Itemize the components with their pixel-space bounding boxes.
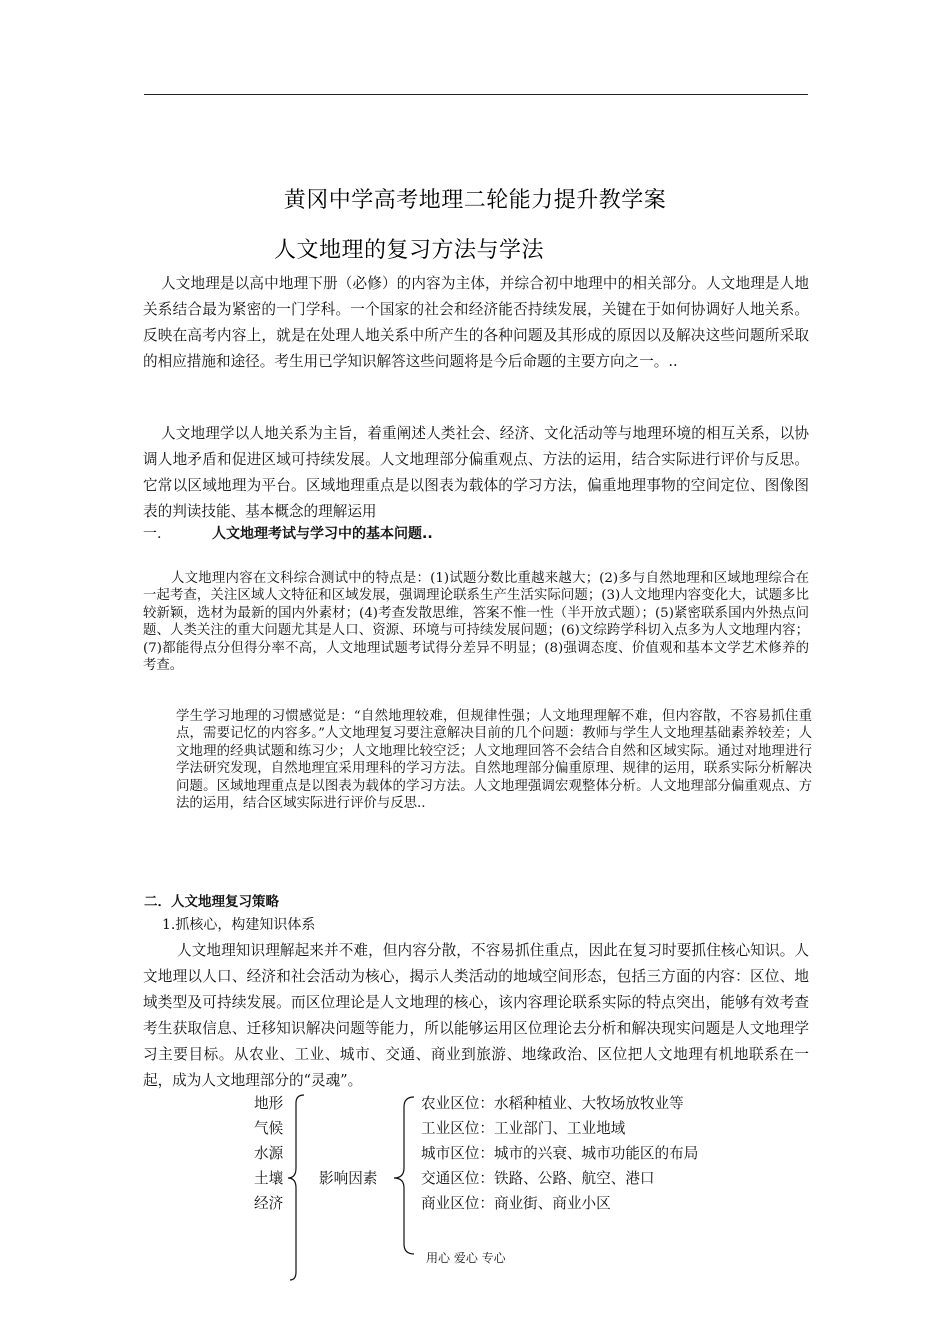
- study-habits-paragraph: 学生学习地理的习惯感觉是：“自然地理较难，但规律性强；人文地理理解不难，但内容散，不容易抓住重点，需要记忆的内容多。”人文地理复习要注意解决目前的几个问题：教师与学生人文地理基础素养较差；人文地理的经典试题和练习少；人文地理比较空泛；人文地理回答不会结合自然和区域实际。通过对地理进行学法研究发现，自然地理宜采用理科的学习方法。自然地理部分偏重原理、规律的运用，联系实际分析解决问题。区域地理重点是以图表为载体的学习方法。人文地理强调宏观整体分析。人文地理部分偏重观点、方法的运用，结合区域实际进行评价与反思..: [176, 709, 812, 812]
- section-1-number: 一.: [143, 526, 162, 542]
- section-2-subheading: 1.抓核心，构建知识体系: [162, 917, 316, 933]
- left-brace: [288, 1095, 304, 1280]
- factor-label: 地形: [254, 1095, 284, 1112]
- section-1-title: 人文地理考试与学习中的基本问题..: [212, 526, 433, 542]
- overview-paragraph: 人文地理学以人地关系为主旨，着重阐述人类社会、经济、文化活动等与地理环境的相互关系，以协调人地矛盾和促进区域可持续发展。人文地理部分偏重观点、方法的运用，结合实际进行评价与反思。它常以区域地理为平台。区域地理重点是以图表为载体的学习方法，偏重地理事物的空间定位、图像图表的判读技能、基本概念的理解运用: [143, 425, 809, 520]
- location-item: 商业区位：商业街、商业小区: [421, 1195, 611, 1212]
- location-item: 城市区位：城市的兴衰、城市功能区的布局: [421, 1145, 699, 1162]
- location-item: 交通区位：铁路、公路、航空、港口: [421, 1170, 655, 1187]
- center-label: 影响因素: [319, 1170, 378, 1187]
- section-2-heading: 二．人文地理复习策略: [144, 894, 279, 910]
- factor-label: 土壤: [254, 1170, 284, 1187]
- right-brace: [394, 1097, 414, 1254]
- factor-label: 气候: [254, 1120, 284, 1137]
- location-item: 工业区位：工业部门、工业地域: [421, 1120, 626, 1137]
- factor-label: 经济: [254, 1195, 284, 1212]
- footer-note: 用心 爱心 专心: [426, 1251, 506, 1265]
- strategy-paragraph: 人文地理知识理解起来并不难，但内容分散，不容易抓住重点，因此在复习时要抓住核心知识。人文地理以人口、经济和社会活动为核心，揭示人类活动的地域空间形态，包括三方面的内容：区位、地域类型及可持续发展。而区位理论是人文地理的核心，该内容理论联系实际的特点突出，能够有效考查考生获取信息、迁移知识解决问题等能力，所以能够运用区位理论去分析和解决现实问题是人文地理学习主要目标。从农业、工业、城市、交通、商业到旅游、地缘政治、区位把人文地理有机地联系在一起，成为人文地理部分的“灵魂”。: [143, 942, 809, 1089]
- document-subtitle: 人文地理的复习方法与学法: [274, 238, 545, 263]
- intro-paragraph: 人文地理是以高中地理下册（必修）的内容为主体，并综合初中地理中的相关部分。人文地理是人地关系结合最为紧密的一门学科。一个国家的社会和经济能否持续发展，关键在于如何协调好人地关系。反映在高考内容上，就是在处理人地关系中所产生的各种问题及其形成的原因以及解决这些问题所采取的相应措施和途径。考生用已学知识解答这些问题将是今后命题的主要方向之一。..: [143, 275, 809, 370]
- document-title: 黄冈中学高考地理二轮能力提升教学案: [283, 188, 667, 213]
- location-item: 农业区位：水稻种植业、大牧场放牧业等: [421, 1095, 684, 1112]
- exam-features-paragraph: 人文地理内容在文科综合测试中的特点是：(1)试题分数比重越来越大；(2)多与自然地理和区域地理综合在一起考查，关注区域人文特征和区域发展，强调理论联系生产生活实际问题；(3)人文地理内容变化大，试题多比较新颖，选材为最新的国内外素材；(4)考查发散思维，答案不惟一性（半开放式题）；(5)紧密联系国内外热点问题、人类关注的重大问题尤其是人口、资源、环境与可持续发展问题；(6)文综跨学科切入点多为人文地理内容；(7)都能得点分但得分率不高，人文地理试题考试得分差异不明显；(8)强调态度、价值观和基本文学艺术修养的考查。: [143, 571, 809, 674]
- factor-label: 水源: [254, 1145, 284, 1162]
